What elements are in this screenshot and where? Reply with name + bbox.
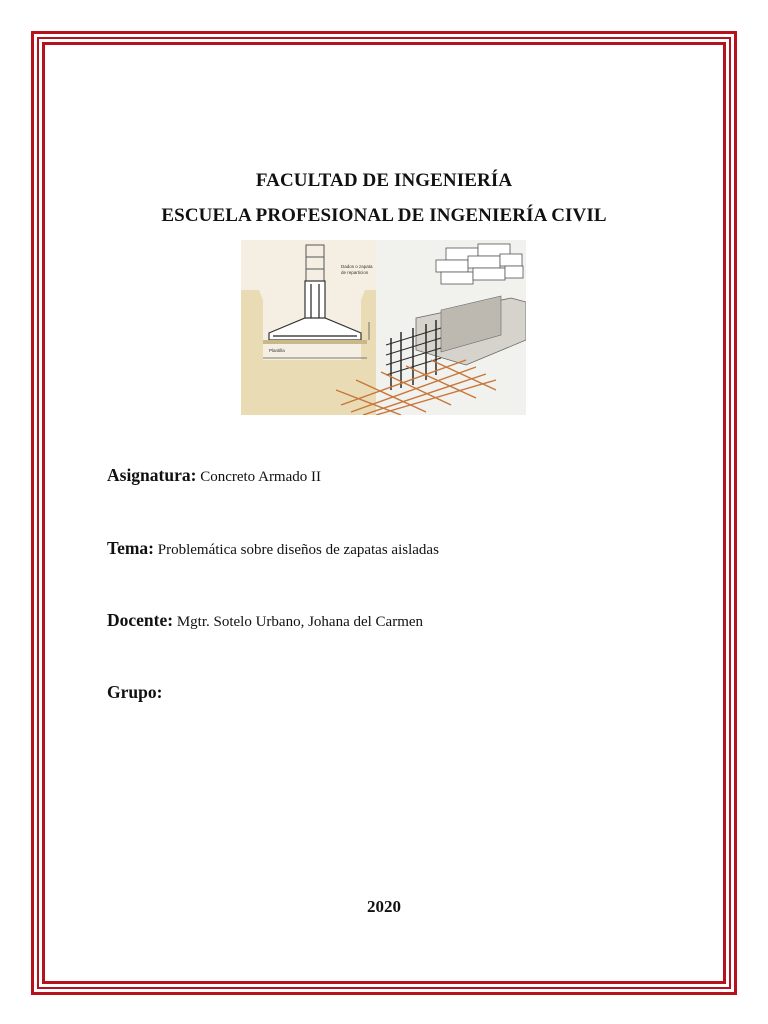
faculty-title: FACULTAD DE INGENIERÍA	[255, 170, 513, 191]
field-subject-value: Concreto Armado II	[200, 469, 322, 485]
field-subject	[107, 465, 321, 486]
field-teacher-value: Mgtr. Sotelo Urbano, Johana del Carmen	[176, 614, 424, 630]
field-group-label: Grupo:	[107, 682, 163, 702]
field-subject-label: Asignatura:	[107, 465, 197, 485]
svg-text:de reparticion: de reparticion	[341, 270, 369, 275]
field-topic-value: Problemática sobre diseños de zapatas aisladas	[157, 542, 439, 558]
field-teacher-label: Docente:	[107, 610, 174, 630]
field-topic-label: Tema:	[107, 538, 154, 558]
svg-text:Plantilla: Plantilla	[269, 348, 285, 353]
svg-text:Dados o zapata: Dados o zapata	[341, 264, 373, 269]
footing-illustration	[241, 240, 526, 415]
document-year: 2020	[367, 897, 401, 916]
field-teacher	[107, 610, 423, 631]
school-title: ESCUELA PROFESIONAL DE INGENIERÍA CIVIL	[161, 205, 607, 226]
field-topic	[107, 538, 439, 559]
field-group	[107, 682, 162, 703]
